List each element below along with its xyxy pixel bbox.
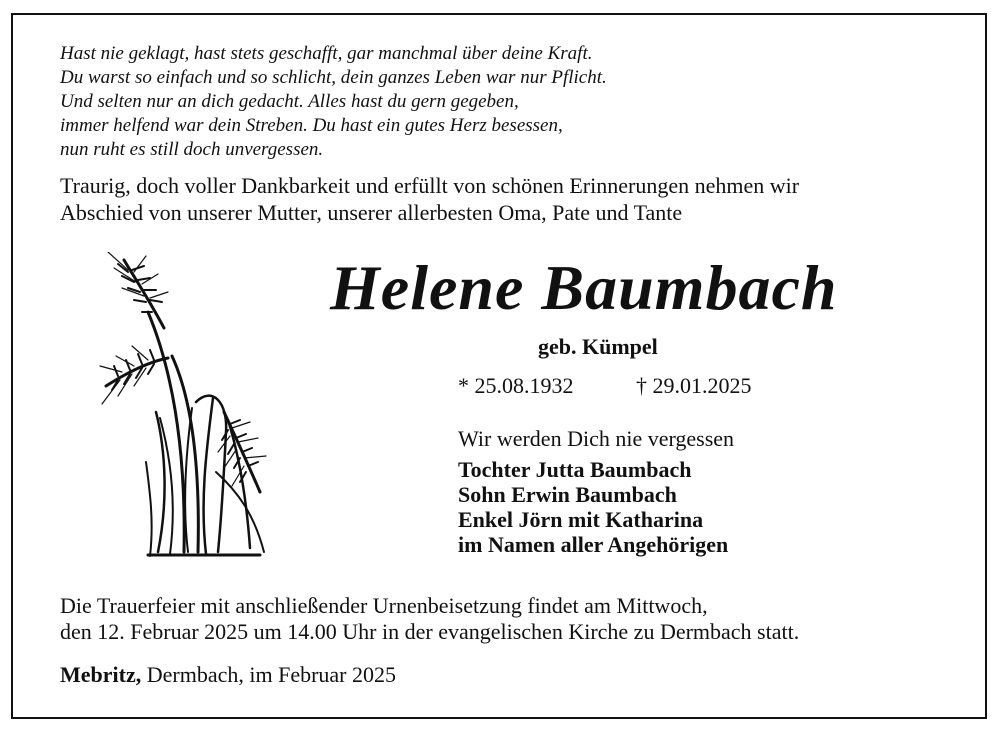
poem-line: immer helfend war dein Streben. Du hast ein gutes Herz besessen, (60, 115, 563, 136)
deceased-name: Helene Baumbach (330, 252, 838, 323)
funeral-line: Die Trauerfeier mit anschließender Urnenbeisetzung findet am Mittwoch, (60, 593, 708, 618)
wheat-ears-icon (88, 252, 274, 562)
motto: Wir werden Dich nie vergessen (458, 426, 735, 451)
poem-line: Du warst so einfach und so schlicht, dein ganzes Leben war nur Pflicht. (60, 67, 607, 88)
intro-line: Traurig, doch voller Dankbarkeit und erfüllt von schönen Erinnerungen nehmen wir (60, 173, 800, 198)
mourner: Sohn Erwin Baumbach (458, 482, 677, 507)
mourner: Enkel Jörn mit Katharina (458, 507, 704, 532)
intro-line: Abschied von unserer Mutter, unserer allerbesten Oma, Pate und Tante (60, 200, 683, 225)
poem-line: nun ruht es still doch unvergessen. (60, 139, 324, 160)
life-dates (458, 373, 752, 399)
birth-date: * 25.08.1932 (458, 373, 574, 398)
intro-text (60, 172, 799, 226)
death-date: † 29.01.2025 (636, 373, 752, 398)
place-date (60, 662, 396, 688)
poem-line: Und selten nur an dich gedacht. Alles hast du gern gegeben, (60, 91, 519, 112)
mourner: Tochter Jutta Baumbach (458, 457, 692, 482)
maiden-name: geb. Kümpel (538, 334, 658, 359)
place-town: Mebritz, (60, 662, 142, 687)
mourners-list (458, 457, 728, 557)
poem (60, 42, 607, 162)
place-rest: Dermbach, im Februar 2025 (141, 662, 396, 687)
poem-line: Hast nie geklagt, hast stets geschafft, gar manchmal über deine Kraft. (60, 43, 593, 64)
mourner: im Namen aller Angehörigen (458, 532, 729, 557)
funeral-line: den 12. Februar 2025 um 14.00 Uhr in der evangelischen Kirche zu Dermbach statt. (60, 619, 800, 644)
funeral-info (60, 593, 799, 645)
